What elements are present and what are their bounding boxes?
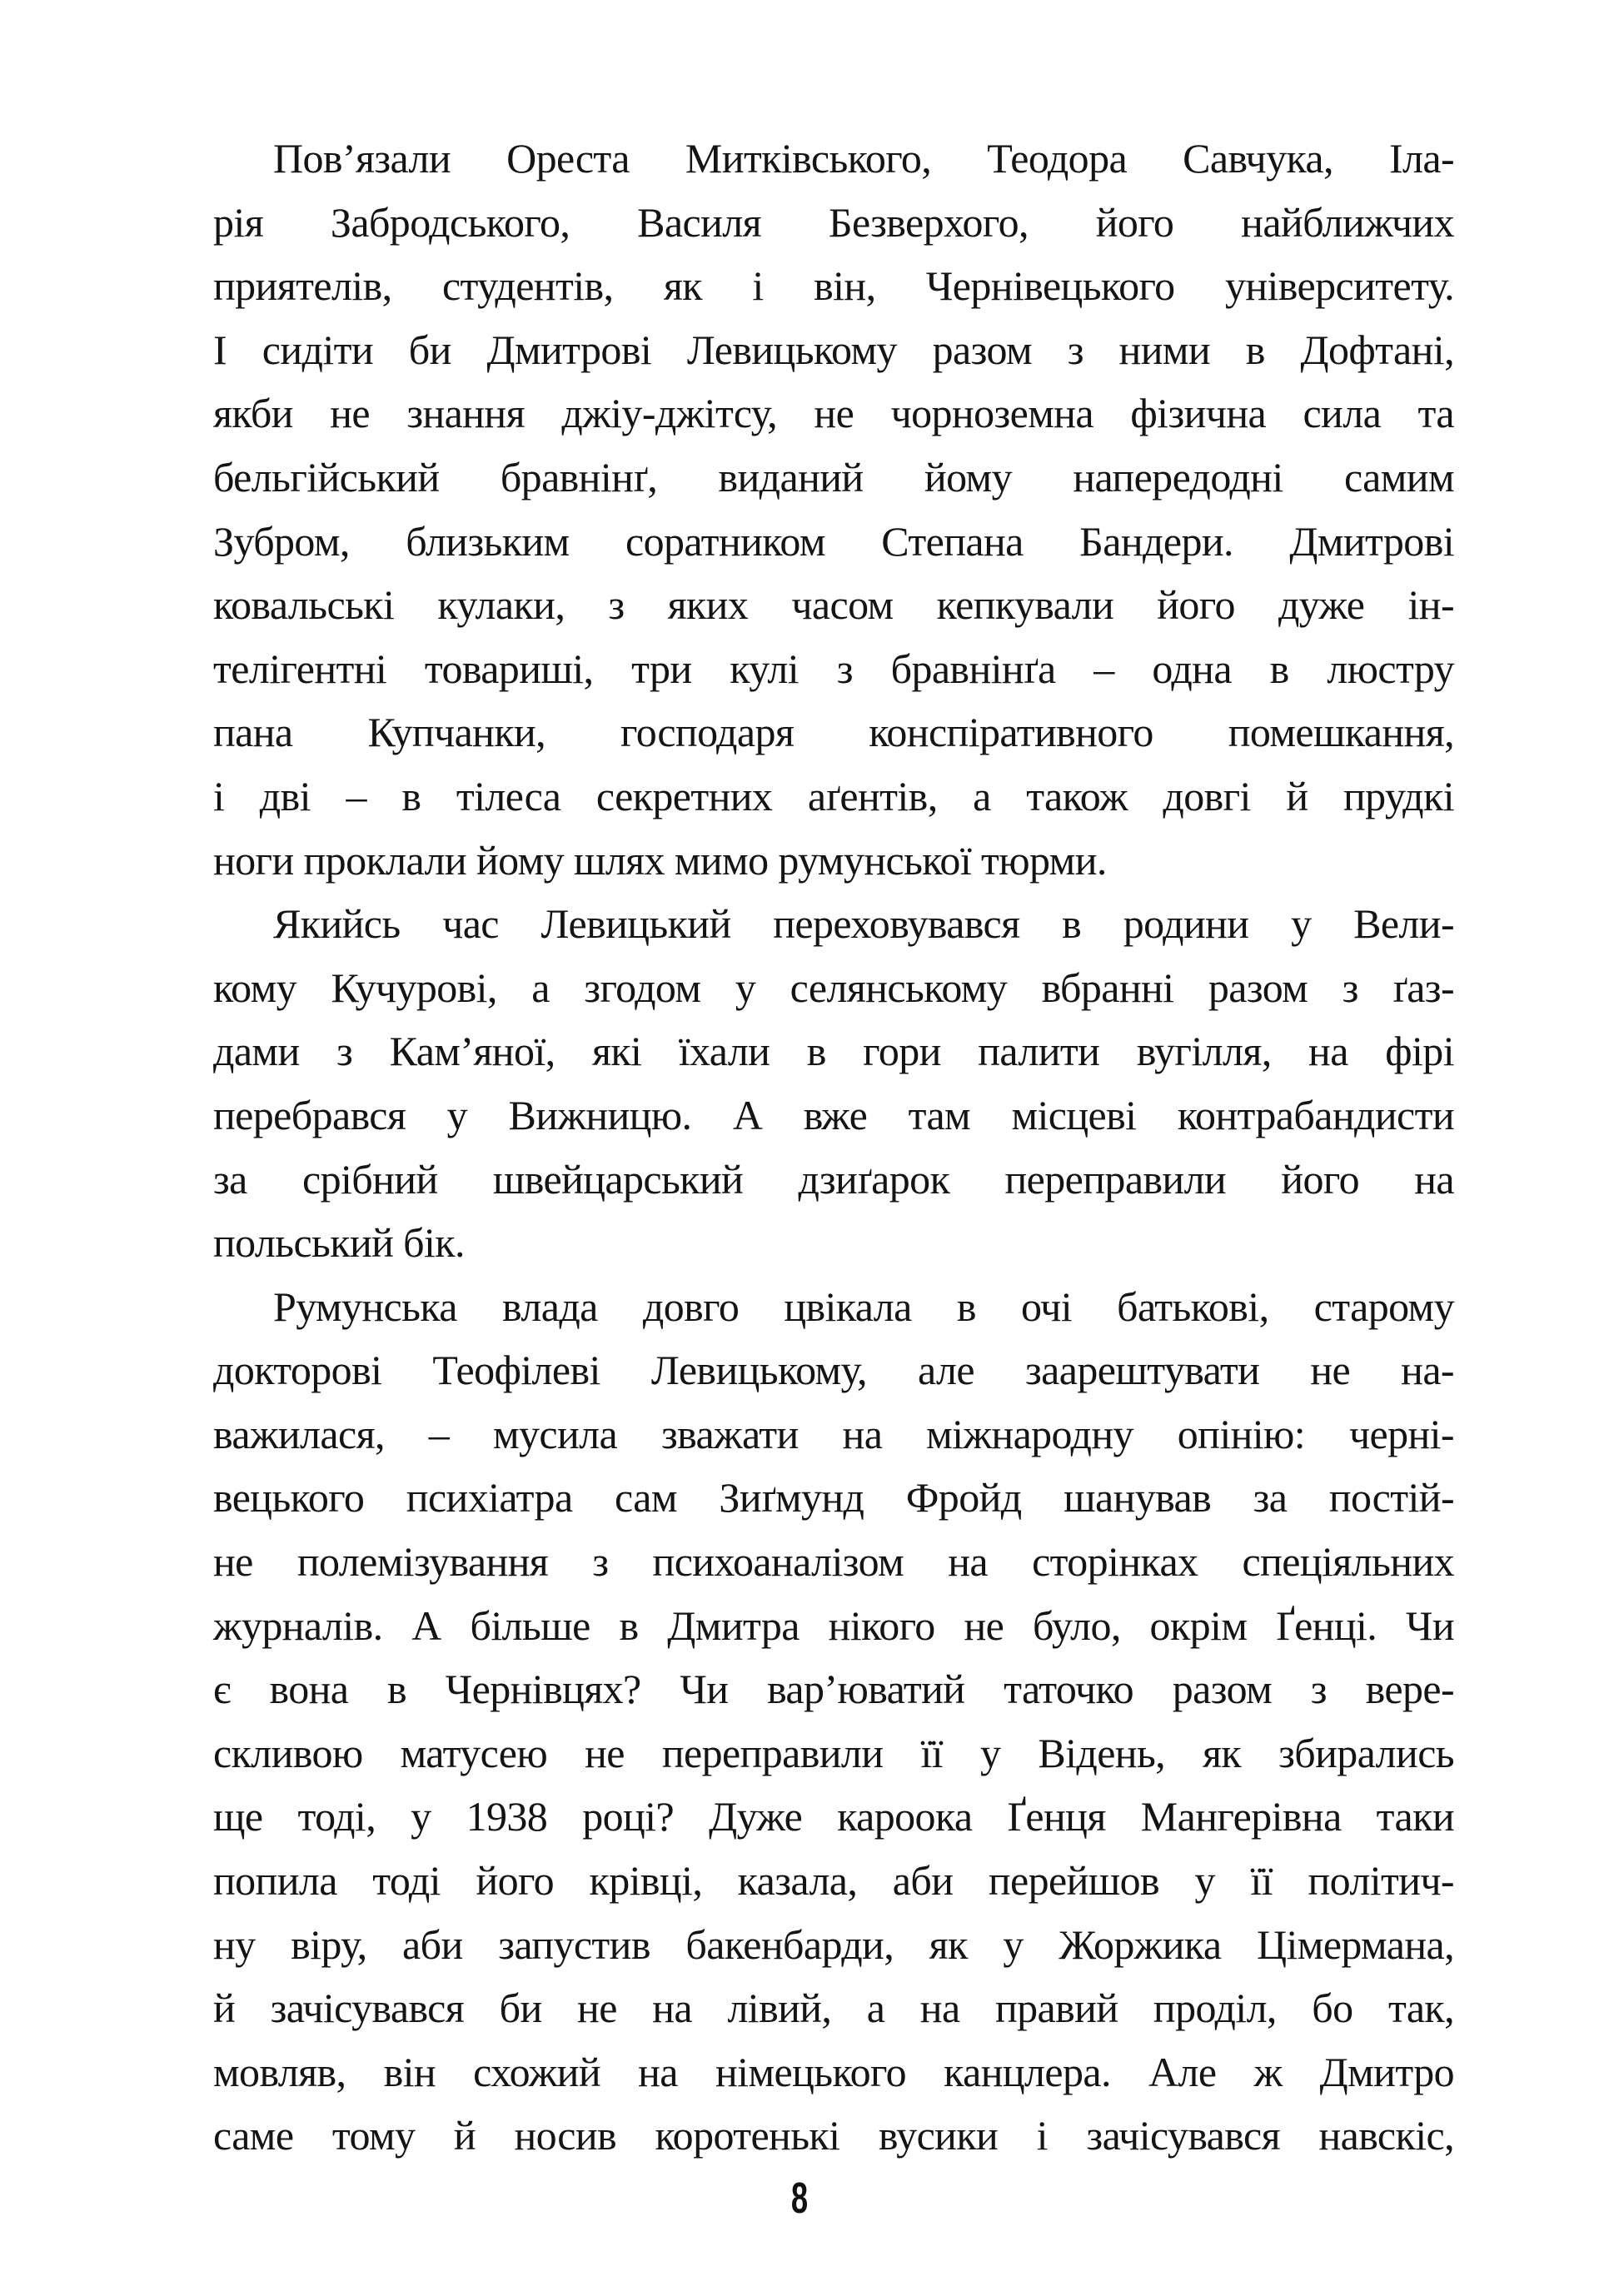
text-line: мовляв, він схожий на німецького канцлера. Але ж Дмитро xyxy=(213,2048,1454,2095)
text-line: саме тому й носив коротенькі вусики і зачісувався навскіс, xyxy=(213,2112,1454,2159)
text-line: перебрався у Вижницю. А вже там місцеві контрабандисти xyxy=(213,1091,1454,1138)
page-number: 8 xyxy=(790,2174,809,2223)
text-line: кому Кучурові, а згодом у селянському вбранні разом з ґаз- xyxy=(213,964,1454,1011)
paragraph xyxy=(213,127,1454,892)
text-line: попила тоді його крівці, казала, аби перейшов у її політич- xyxy=(213,1857,1454,1905)
text-line: вецького психіатра сам Зиґмунд Фройд шанував за постій- xyxy=(213,1474,1454,1522)
paragraph xyxy=(213,1275,1454,2168)
text-line: телігентні товариші, три кулі з бравнінґа – одна в люстру xyxy=(213,645,1454,692)
text-line: й зачісувався би не на лівий, а на правий проділ, бо так, xyxy=(213,1985,1454,2032)
text-line: Зубром, близьким соратником Степана Бандери. Дмитрові xyxy=(213,517,1454,565)
text-line: за срібний швейцарський дзиґарок переправили його на xyxy=(213,1155,1454,1203)
text-line: Якийсь час Левицький переховувався в родини у Вели- xyxy=(273,900,1454,948)
text-line: І сидіти би Дмитрові Левицькому разом з ними в Дофтані, xyxy=(213,326,1454,373)
text-line: журналів. А більше в Дмитра нікого не було, окрім Ґенці. Чи xyxy=(213,1601,1454,1649)
text-line: приятелів, студентів, як і він, Чернівецького університету. xyxy=(213,262,1454,310)
text-line: докторові Теофілеві Левицькому, але заарештувати не на- xyxy=(213,1347,1454,1394)
text-line: Румунська влада довго цвікала в очі батькові, старому xyxy=(273,1282,1454,1330)
text-line: дами з Кам’яної, які їхали в гори палити вугілля, на фірі xyxy=(213,1028,1454,1075)
text-line: скливою матусею не переправили її у Відень, як збирались xyxy=(213,1729,1454,1776)
text-line: якби не знання джіу-джітсу, не чорноземна фізична сила та xyxy=(213,390,1454,437)
text-line: польський бік. xyxy=(213,1219,465,1267)
text-line: ну віру, аби запустив бакенбарди, як у Жоржика Цімермана, xyxy=(213,1920,1454,1968)
body-text xyxy=(213,127,1454,2168)
text-line: і дві – в тілеса секретних аґентів, а також довгі й прудкі xyxy=(213,772,1454,819)
text-line: ковальські кулаки, з яких часом кепкували його дуже ін- xyxy=(213,581,1454,629)
text-line: Пов’язали Ореста Митківського, Теодора Савчука, Іла- xyxy=(273,135,1454,182)
paragraph xyxy=(213,892,1454,1275)
text-line: важилася, – мусила зважати на міжнародну опінію: черні- xyxy=(213,1410,1454,1457)
text-line: ще тоді, у 1938 році? Дуже кароока Ґенця Мангерівна таки xyxy=(213,1793,1454,1840)
text-line: рія Забродського, Василя Безверхого, його найближчих xyxy=(213,198,1454,246)
text-line: пана Купчанки, господаря конспіративного помешкання, xyxy=(213,709,1454,756)
text-line: є вона в Чернівцях? Чи вар’юватий таточко разом з вере- xyxy=(213,1666,1454,1713)
text-line: бельгійський бравнінґ, виданий йому напередодні самим xyxy=(213,453,1454,501)
text-line: не полемізування з психоаналізом на сторінках спеціяльних xyxy=(213,1538,1454,1586)
text-line: ноги проклали йому шлях мимо румунської тюрми. xyxy=(213,836,1107,884)
